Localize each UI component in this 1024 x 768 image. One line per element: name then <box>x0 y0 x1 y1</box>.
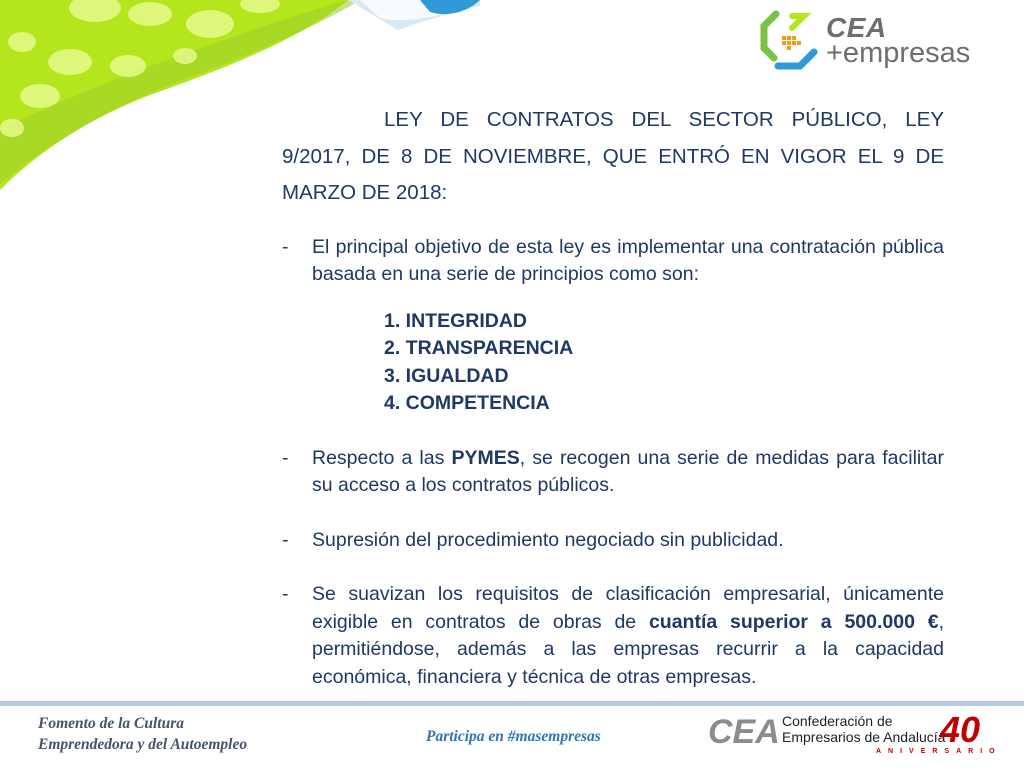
footer-logo-confederacion <box>782 714 945 745</box>
footer-logo-aniversario: ANIVERSARIO <box>876 748 1002 755</box>
principles-list <box>384 308 944 418</box>
bullet-item <box>282 445 944 500</box>
text-span: Respecto a las <box>312 446 452 469</box>
bullet-dash: - <box>282 528 289 551</box>
logo-text-empresas: +empresas <box>826 37 971 69</box>
footer-divider <box>0 701 1024 706</box>
text-span: , se recogen una serie de medidas para facilitar su acceso a los contratos públicos. <box>312 446 944 496</box>
footer-left-line2: Emprendedora y del Autoempleo <box>38 736 248 753</box>
logo-text-cea: CEA <box>826 12 887 43</box>
bullet-text-objective: El principal objetivo de esta ley es implementar una contratación pública basada en una serie de principios como son: <box>312 235 944 285</box>
footer-left-line1: Fomento de la Cultura <box>38 715 184 732</box>
footer-left-text <box>38 713 247 755</box>
principle-item: 4. COMPETENCIA <box>384 392 550 414</box>
bullet-text-pymes <box>312 445 944 500</box>
cea-empresas-logo <box>758 8 973 76</box>
text-span: , permitiéndose, además a las empresas recurrir a la capacidad económica, financiera y técnica de otras empresas. <box>312 610 944 688</box>
slide-content <box>282 102 944 718</box>
bullet-dash: - <box>282 446 289 469</box>
bold-text-pymes: PYMES <box>451 446 520 469</box>
principle-item: 2. TRANSPARENCIA <box>384 337 574 359</box>
footer-logo-cea: CEA <box>708 713 780 751</box>
bullet-text-clasificacion <box>312 581 944 691</box>
bullet-dash: - <box>282 583 289 605</box>
bullet-dash: - <box>282 235 289 258</box>
bullet-item <box>282 234 944 289</box>
footer-logo-conf-line1: Confederación de <box>782 713 893 729</box>
bullet-text-supresion: Supresión del procedimiento negociado sin publicidad. <box>312 528 784 551</box>
principle-item: 3. IGUALDAD <box>384 364 509 387</box>
principle-item: 1. INTEGRIDAD <box>384 309 528 332</box>
logo-mark-icon <box>758 8 822 76</box>
cea-40-aniversario-logo <box>708 709 1002 764</box>
slide-heading: LEY DE CONTRATOS DEL SECTOR PÚBLICO, LEY 9/2017, DE 8 DE NOVIEMBRE, QUE ENTRÓ EN VIGOR EL 9 DE MARZO DE 2018: <box>282 108 944 204</box>
footer-hashtag-text: Participa en #masempresas <box>426 728 601 745</box>
footer-logo-40: 40 <box>940 709 981 750</box>
text-span: Se suavizan los requisitos de clasificación empresarial, únicamente exigible en contratos de obras de <box>312 583 944 633</box>
bold-text-cuantia: cuantía superior a 500.000 € <box>648 610 939 633</box>
bullet-item <box>282 581 944 691</box>
bullet-item <box>282 527 944 555</box>
footer-logo-conf-line2: Empresarios de Andalucía <box>782 728 946 745</box>
